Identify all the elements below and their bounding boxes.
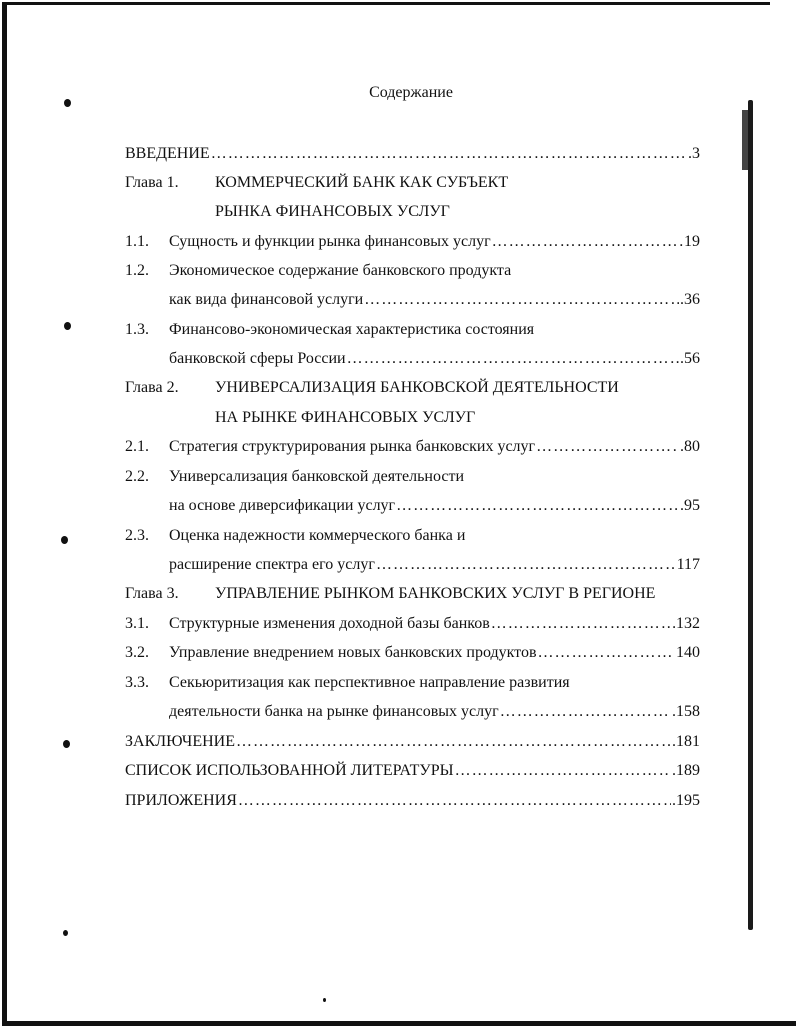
toc-page-number: 117 — [676, 556, 700, 573]
toc-page-number: .3 — [688, 145, 700, 162]
toc-entry-references — [125, 761, 700, 781]
section-number: 3.1. — [125, 615, 149, 632]
toc-entry-text: ЗАКЛЮЧЕНИЕ — [125, 733, 235, 750]
toc-entry-3-2 — [125, 643, 700, 663]
toc-entry-text: Оценка надежности коммерческого банка и — [169, 527, 466, 544]
scan-border-right — [748, 100, 753, 930]
leader-dots — [211, 144, 687, 164]
toc-entry-2-3-cont — [169, 555, 700, 575]
toc-page-number: .181 — [672, 733, 700, 750]
leader-dots — [396, 496, 679, 516]
leader-dots — [364, 290, 679, 310]
scan-edge-shadow — [742, 110, 748, 170]
chapter-label: Глава 1. — [125, 174, 179, 191]
toc-page-number: .56 — [680, 350, 700, 367]
chapter-label: Глава 3. — [125, 585, 179, 602]
toc-entry-1-2 — [125, 261, 511, 281]
scan-speck — [323, 998, 326, 1002]
chapter-1-heading — [125, 173, 508, 193]
toc-entry-1-3 — [125, 320, 534, 340]
toc-entry-text: СПИСОК ИСПОЛЬЗОВАННОЙ ЛИТЕРАТУРЫ — [125, 762, 454, 779]
toc-entry-appendix — [125, 791, 700, 811]
toc-entry-3-3 — [125, 673, 570, 693]
toc-entry-text: Стратегия структурирования рынка банковских услуг — [169, 438, 536, 455]
toc-entry-text: Управление внедрением новых банковских продуктов — [169, 644, 537, 661]
toc-entry-1-3-cont — [169, 349, 700, 369]
leader-dots — [492, 232, 683, 252]
toc-entry-2-2 — [125, 467, 464, 487]
toc-page-number: 132 — [676, 615, 700, 632]
section-number: 2.3. — [125, 527, 149, 544]
toc-page-number: .158 — [672, 703, 700, 720]
toc-entry-2-3 — [125, 526, 465, 546]
toc-entry-text: расширение спектра его услуг — [169, 556, 375, 573]
toc-entry-2-2-cont — [169, 496, 700, 516]
toc-entry-text: Экономическое содержание банковского продукта — [169, 262, 512, 279]
leader-dots — [238, 791, 671, 811]
leader-dots — [536, 437, 679, 457]
toc-page-number: .189 — [672, 762, 700, 779]
punch-mark — [63, 740, 70, 748]
leader-dots — [236, 732, 671, 752]
section-number: 1.3. — [125, 321, 149, 338]
leader-dots — [376, 555, 676, 575]
leader-dots — [491, 614, 675, 634]
toc-entry-text: Секьюритизация как перспективное направление развития — [169, 674, 570, 691]
toc-entry-text: как вида финансовой услуги — [169, 291, 364, 308]
section-number: 2.1. — [125, 438, 149, 455]
toc-entry-conclusion — [125, 732, 700, 752]
leader-dots — [455, 761, 671, 781]
chapter-3-heading — [125, 584, 655, 604]
chapter-2-heading-cont: НА РЫНКЕ ФИНАНСОВЫХ УСЛУГ — [215, 409, 476, 426]
punch-mark — [61, 536, 68, 544]
toc-entry-2-1 — [125, 437, 700, 457]
punch-mark — [63, 930, 68, 936]
toc-entry-text: ПРИЛОЖЕНИЯ — [125, 792, 237, 809]
toc-page-number: .95 — [680, 497, 700, 514]
toc-entry-text: Сущность и функции рынка финансовых услуг — [169, 233, 491, 250]
toc-page-number: .195 — [672, 792, 700, 809]
chapter-label: Глава 2. — [125, 379, 179, 396]
toc-entry-text: Финансово-экономическая характеристика состояния — [169, 321, 535, 338]
toc-page-number: .36 — [680, 291, 700, 308]
chapter-1-heading-cont: РЫНКА ФИНАНСОВЫХ УСЛУГ — [215, 203, 450, 220]
chapter-title: КОММЕРЧЕСКИЙ БАНК КАК СУБЪЕКТ — [215, 174, 509, 191]
toc-page-number: .80 — [680, 438, 700, 455]
page-title: Содержание — [369, 84, 453, 101]
punch-mark — [64, 322, 71, 330]
section-number: 1.1. — [125, 233, 149, 250]
leader-dots — [500, 702, 671, 722]
toc-page-number: 140 — [676, 644, 700, 661]
toc-entry-intro — [125, 144, 700, 164]
chapter-title: УПРАВЛЕНИЕ РЫНКОМ БАНКОВСКИХ УСЛУГ В РЕГИОНЕ — [215, 585, 656, 602]
section-number: 2.2. — [125, 468, 149, 485]
toc-page-number: 19 — [684, 233, 700, 250]
section-number: 3.3. — [125, 674, 149, 691]
chapter-title: УНИВЕРСАЛИЗАЦИЯ БАНКОВСКОЙ ДЕЯТЕЛЬНОСТИ — [215, 379, 619, 396]
toc-entry-text: банковской сферы России — [169, 350, 346, 367]
toc-entry-text: Универсализация банковской деятельности — [169, 468, 465, 485]
scan-border-left — [2, 2, 7, 1024]
toc-entry-1-1 — [125, 232, 700, 252]
section-number: 3.2. — [125, 644, 149, 661]
toc-entry-text: на основе диверсификации услуг — [169, 497, 396, 514]
scan-border-top — [6, 2, 770, 5]
toc-entry-1-2-cont — [169, 290, 700, 310]
chapter-2-heading — [125, 378, 619, 398]
leader-dots — [347, 349, 679, 369]
toc-entry-3-1 — [125, 614, 700, 634]
section-number: 1.2. — [125, 262, 149, 279]
toc-entry-text: деятельности банка на рынке финансовых услуг — [169, 703, 499, 720]
toc-entry-3-3-cont — [169, 702, 700, 722]
leader-dots — [538, 643, 675, 663]
scan-border-bottom — [2, 1021, 796, 1026]
toc-entry-text: ВВЕДЕНИЕ — [125, 145, 210, 162]
toc-entry-text: Структурные изменения доходной базы банков — [169, 615, 490, 632]
